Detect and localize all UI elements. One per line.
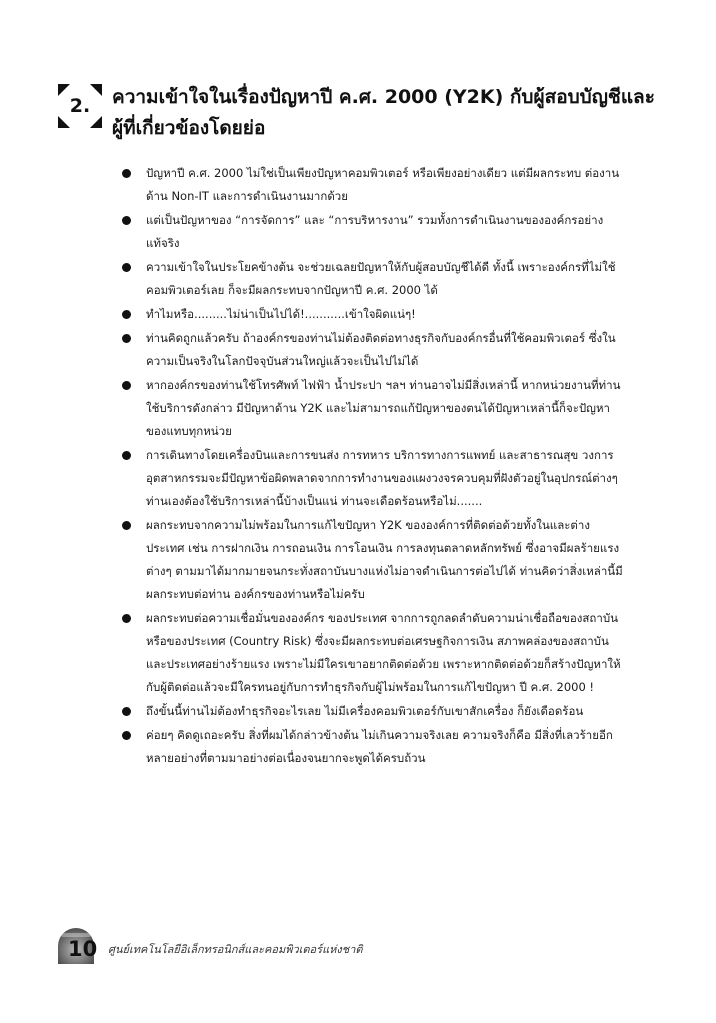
list-item xyxy=(122,444,628,513)
section-number-badge xyxy=(58,84,102,128)
section-title: ความเข้าใจในเรื่องปัญหาปี ค.ศ. 2000 (Y2K) กับผู้สอบบัญชีและผู้ที่เกี่ยวข้องโดยย่อ xyxy=(112,86,655,139)
bullet-icon xyxy=(122,451,131,460)
bullet-icon xyxy=(122,521,131,530)
list-item-text: แต่เป็นปัญหาของ “การจัดการ” และ “การบริหารงาน” รวมทั้งการดำเนินงานขององค์กรอย่างแท้จริง xyxy=(146,213,604,250)
bullet-icon xyxy=(122,614,131,623)
list-item xyxy=(122,607,628,699)
footer-organization: ศูนย์เทคโนโลยีอิเล็กทรอนิกส์และคอมพิวเตอร์แห่งชาติ xyxy=(108,943,363,956)
list-item xyxy=(122,209,628,255)
list-item-text: ค่อยๆ คิดดูเถอะครับ สิ่งที่ผมได้กล่าวข้างต้น ไม่เกินความจริงเลย ความจริงก็คือ มีสิ่งที่เลวร้ายอีกหลายอย่างที่ตามมาอย่างต่อเนื่องจนยากจะพูดได้ครบถ้วน xyxy=(146,728,613,765)
list-item-text: ผลกระทบจากความไม่พร้อมในการแก้ไขปัญหา Y2K ขององค์การที่ติดต่อด้วยทั้งในและต่างประเทศ เช่น การฝากเงิน การถอนเงิน การโอนเงิน การลงทุนตลาดหลักทรัพย์ ซึ่งอาจมีผลร้ายแรงต่างๆ ตามมาได้มากมายจนกระทั่งสถาบันบางแห่งไม่อาจดำเนินการต่อไปได้ ท่านคิดว่าสิ่งเหล่านี้มีผลกระทบต่อท่าน องค์กรของท่านหรือไม่ครับ xyxy=(146,518,623,601)
bullet-icon xyxy=(122,169,131,178)
page-number: 10 xyxy=(68,937,98,961)
bullet-icon xyxy=(122,334,131,343)
list-item xyxy=(122,514,628,606)
list-item xyxy=(122,724,628,770)
section-heading xyxy=(58,82,658,144)
list-item-text: ความเข้าใจในประโยคข้างต้น จะช่วยเฉลยปัญหาให้กับผู้สอบบัญชีได้ดี ทั้งนี้ เพราะองค์กรที่ไม่ใช้คอมพิวเตอร์เลย ก็จะมีผลกระทบจากปัญหาปี ค.ศ. 2000 ได้ xyxy=(146,260,616,297)
page-footer xyxy=(58,928,658,964)
bullet-icon xyxy=(122,381,131,390)
list-item-text: ทำไมหรือ.........ไม่น่าเป็นไปได้!...........เข้าใจผิดแน่ๆ! xyxy=(146,307,416,321)
list-item xyxy=(122,303,628,326)
bullet-list xyxy=(122,162,628,771)
bullet-icon xyxy=(122,707,131,716)
bullet-icon xyxy=(122,310,131,319)
bullet-icon xyxy=(122,216,131,225)
list-item xyxy=(122,162,628,208)
list-item-text: ผลกระทบต่อความเชื่อมั่นขององค์กร ของประเทศ จากการถูกลดลำดับความน่าเชื่อถือของสถาบัน หรือของประเทศ (Country Risk) ซึ่งจะมีผลกระทบต่อเศรษฐกิจการเงิน สภาพคล่องของสถาบันและประเทศอย่างร้ายแรง เพราะไม่มีใครเขาอยากติดต่อด้วย เพราะหากติดต่อด้วยก็สร้างปัญหาให้กับผู้ติดต่อแล้วจะมีใครทนอยู่กับการทำธุรกิจกับผู้ไม่พร้อมในการแก้ไขปัญหา ปี ค.ศ. 2000 ! xyxy=(146,611,621,694)
section-number: 2. xyxy=(69,95,91,117)
bullet-icon xyxy=(122,731,131,740)
list-item xyxy=(122,256,628,302)
list-item-text: ถึงขั้นนี้ท่านไม่ต้องทำธุรกิจอะไรเลย ไม่มีเครื่องคอมพิวเตอร์กับเขาสักเครื่อง ก็ยังเดือดร้อน xyxy=(146,704,584,718)
list-item xyxy=(122,374,628,443)
list-item-text: ท่านคิดถูกแล้วครับ ถ้าองค์กรของท่านไม่ต้องติดต่อทางธุรกิจกับองค์กรอื่นที่ใช้คอมพิวเตอร์ ซึ่งในความเป็นจริงในโลกปัจจุบันส่วนใหญ่แล้วจะเป็นไปไม่ได้ xyxy=(146,331,616,368)
list-item-text: ปัญหาปี ค.ศ. 2000 ไม่ใช่เป็นเพียงปัญหาคอมพิวเตอร์ หรือเพียงอย่างเดียว แต่มีผลกระทบ ต่องานด้าน Non-IT และการดำเนินงานมากด้วย xyxy=(146,166,620,203)
list-item xyxy=(122,327,628,373)
list-item xyxy=(122,700,628,723)
list-item-text: การเดินทางโดยเครื่องบินและการขนส่ง การทหาร บริการทางการแพทย์ และสาธารณสุข วงการอุตสาหกรรมจะมีปัญหาข้อผิดพลาดจากการทำงานของแผงวงจรควบคุมที่ฝังตัวอยู่ในอุปกรณ์ต่างๆ ท่านเองต้องใช้บริการเหล่านี้บ้างเป็นแน่ ท่านจะเดือดร้อนหรือไม่....... xyxy=(146,448,618,508)
bullet-icon xyxy=(122,263,131,272)
list-item-text: หากองค์กรของท่านใช้โทรศัพท์ ไฟฟ้า น้ำประปา ฯลฯ ท่านอาจไม่มีสิ่งเหล่านี้ หากหน่วยงานที่ท่านใช้บริการดังกล่าว มีปัญหาด้าน Y2K และไม่สามารถแก้ปัญหาของตนได้ปัญหาเหล่านี้ก็จะปัญหาของแทบทุกหน่วย xyxy=(146,378,621,438)
